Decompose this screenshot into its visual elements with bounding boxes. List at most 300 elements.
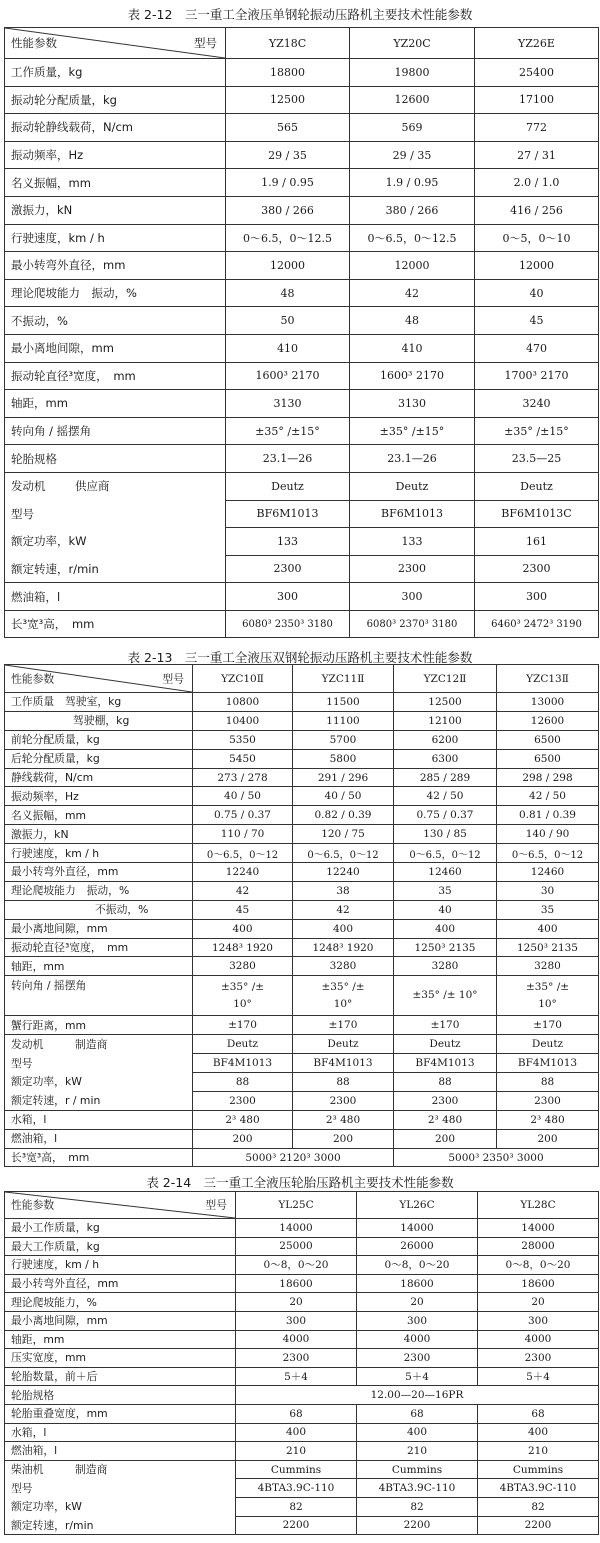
- cell: 40 / 50: [193, 787, 293, 806]
- row-label: 燃油箱，l: [5, 1129, 193, 1148]
- cell: 400: [236, 1423, 357, 1442]
- cell: ±170: [497, 1016, 599, 1035]
- model-header: YZ18C: [226, 28, 350, 59]
- cell: 285 / 289: [394, 768, 497, 787]
- cell: 5700: [293, 730, 394, 749]
- cell: 2300: [394, 1091, 497, 1110]
- engine-row: [5, 1035, 599, 1054]
- cell: 569: [350, 114, 475, 142]
- table-row: [5, 86, 599, 114]
- cell: 1248³ 1920: [193, 938, 293, 957]
- cell: 2300: [497, 1091, 599, 1110]
- engine-group-label: 发动机: [11, 479, 46, 494]
- table-row: [5, 583, 599, 611]
- cell: 11500: [293, 693, 394, 712]
- cell: 0～6.5，0～12.5: [350, 224, 475, 252]
- row-label: 振动频率，Hz: [5, 787, 193, 806]
- cell: 5350: [193, 730, 293, 749]
- table-row: [5, 1349, 599, 1368]
- cell: 1.9 / 0.95: [226, 169, 350, 197]
- row-label: 不振动，%: [5, 307, 226, 335]
- cell: 12600: [497, 711, 599, 730]
- cell: 38: [293, 881, 394, 900]
- row-label: 长³宽³高， mm: [5, 1148, 193, 1167]
- cell: 3280: [193, 957, 293, 976]
- cell: 1250³ 2135: [394, 938, 497, 957]
- cell: 4BTA3.9C-110: [357, 1479, 478, 1498]
- cell: 18600: [357, 1274, 478, 1293]
- row-label: 最小离地间隙，mm: [5, 1311, 236, 1330]
- cell: 40: [394, 900, 497, 919]
- row-label: 行驶速度，km / h: [5, 844, 193, 863]
- row-label: 振动轮分配质量，kg: [5, 86, 226, 114]
- cell: 1.9 / 0.95: [350, 169, 475, 197]
- row-label: 理论爬坡能力 振动，%: [5, 881, 193, 900]
- cell: 2200: [357, 1516, 478, 1535]
- cell: 14000: [478, 1219, 599, 1238]
- row-label: 额定转速，r / min: [5, 1091, 193, 1110]
- row-label: 转向角 / 摇摆角: [5, 976, 193, 1016]
- cell: 1250³ 2135: [497, 938, 599, 957]
- row-label: 名义振幅，mm: [5, 806, 193, 825]
- table-2-13-caption: 表 2-13 三一重工全液压双钢轮振动压路机主要技术性能参数: [127, 650, 473, 665]
- cell: Cummins: [478, 1460, 599, 1479]
- cell: 27 / 31: [475, 141, 599, 169]
- table-2-12: [4, 27, 599, 638]
- row-label: 轴距，mm: [5, 1330, 236, 1349]
- cell: 400: [357, 1423, 478, 1442]
- cell: 40: [475, 279, 599, 307]
- cell: 12.00—20—16PR: [236, 1386, 599, 1405]
- cell: 82: [478, 1497, 599, 1516]
- cell: 400: [193, 919, 293, 938]
- cell: 110 / 70: [193, 825, 293, 844]
- row-label: 轴距，mm: [5, 957, 193, 976]
- cell: 0.82 / 0.39: [293, 806, 394, 825]
- cell: 6460³ 2472³ 3190: [475, 610, 599, 638]
- cell: 380 / 266: [226, 196, 350, 224]
- cell: Deutz: [475, 472, 599, 500]
- cell: 45: [193, 900, 293, 919]
- cell: 298 / 298: [497, 768, 599, 787]
- engine-label-cell: [5, 1460, 236, 1479]
- cell: 42: [293, 900, 394, 919]
- cell: 5＋4: [236, 1367, 357, 1386]
- table-row: [5, 1016, 599, 1035]
- cell: 200: [394, 1129, 497, 1148]
- cell: 12240: [293, 863, 394, 882]
- row-label: 名义振幅，mm: [5, 169, 226, 197]
- cell: 17100: [475, 86, 599, 114]
- cell: 29 / 35: [350, 141, 475, 169]
- cell: 2³ 480: [293, 1110, 394, 1129]
- table-row: [5, 169, 599, 197]
- table-row: [5, 1293, 599, 1312]
- cell: 300: [226, 583, 350, 611]
- cell: 300: [350, 583, 475, 611]
- table-row: [5, 1148, 599, 1167]
- cell: 470: [475, 334, 599, 362]
- table-2-14-caption: 表 2-14 三一重工全液压轮胎压路机主要技术性能参数: [146, 1175, 454, 1190]
- cell: 12600: [350, 86, 475, 114]
- cell: 40 / 50: [293, 787, 394, 806]
- cell: 45: [475, 307, 599, 335]
- row-label: 额定功率，kW: [5, 1073, 193, 1092]
- cell: 210: [357, 1442, 478, 1461]
- table-2-13: [4, 664, 599, 1167]
- header-model-label: 型号: [162, 672, 184, 685]
- table-row: [5, 196, 599, 224]
- cell: 3280: [497, 957, 599, 976]
- table-row: [5, 279, 599, 307]
- table-row: [5, 1330, 599, 1349]
- cell: BF6M1013: [350, 500, 475, 528]
- cell: 200: [497, 1129, 599, 1148]
- cell: 1600³ 2170: [350, 362, 475, 390]
- row-label: 理论爬坡能力，%: [5, 1293, 236, 1312]
- cell: Cummins: [236, 1460, 357, 1479]
- cell: 416 / 256: [475, 196, 599, 224]
- table-row: [5, 976, 599, 1016]
- cell: Deutz: [193, 1035, 293, 1054]
- row-label: 额定转速，r/min: [5, 1516, 236, 1535]
- table-row: [5, 390, 599, 418]
- cell: 18600: [236, 1274, 357, 1293]
- engine-row: [5, 1091, 599, 1110]
- row-label: 理论爬坡能力 振动，%: [5, 279, 226, 307]
- cell: 140 / 90: [497, 825, 599, 844]
- cell: 291 / 296: [293, 768, 394, 787]
- cell: 400: [478, 1423, 599, 1442]
- engine-row: [5, 555, 599, 583]
- table-row: [5, 141, 599, 169]
- cell: 6080³ 2350³ 3180: [226, 610, 350, 638]
- table-row: [5, 224, 599, 252]
- cell: 0～6.5，0～12.5: [226, 224, 350, 252]
- table-row: [5, 1256, 599, 1275]
- model-header: YL28C: [478, 1192, 599, 1219]
- header-param-label: 性能参数: [11, 672, 55, 685]
- engine-row: [5, 1073, 599, 1092]
- table-row: [5, 711, 599, 730]
- cell: 12000: [475, 252, 599, 280]
- engine-row: [5, 1516, 599, 1535]
- cell: 88: [394, 1073, 497, 1092]
- table-row: [5, 1274, 599, 1293]
- cell: ±35° /± 10°: [394, 976, 497, 1016]
- table-row: [5, 1367, 599, 1386]
- cell: 133: [226, 528, 350, 556]
- header-model-label: 型号: [194, 36, 217, 50]
- cell: 68: [236, 1404, 357, 1423]
- row-label: 静线载荷，N/cm: [5, 768, 193, 787]
- cell: BF4M1013: [497, 1054, 599, 1073]
- cell: 48: [226, 279, 350, 307]
- cell: BF4M1013: [293, 1054, 394, 1073]
- cell: 133: [350, 528, 475, 556]
- cell: 11100: [293, 711, 394, 730]
- cell: 772: [475, 114, 599, 142]
- cell: 2300: [478, 1349, 599, 1368]
- cell: 200: [193, 1129, 293, 1148]
- table-row: [5, 806, 599, 825]
- cell: 2³ 480: [497, 1110, 599, 1129]
- model-header: YZ20C: [350, 28, 475, 59]
- row-label: 最小离地间隙，mm: [5, 334, 226, 362]
- table-row: [5, 768, 599, 787]
- row-label: 振动轮直径³宽度， mm: [5, 362, 226, 390]
- cell: 6500: [497, 749, 599, 768]
- cell: 14000: [357, 1219, 478, 1238]
- cell: 30: [497, 881, 599, 900]
- model-header: YL25C: [236, 1192, 357, 1219]
- cell: 42 / 50: [394, 787, 497, 806]
- row-label: 最小工作质量，kg: [5, 1219, 236, 1238]
- table-2-12-caption: 表 2-12 三一重工全液压单钢轮振动压路机主要技术性能参数: [127, 7, 473, 22]
- cell: 2300: [475, 555, 599, 583]
- table-row: [5, 334, 599, 362]
- row-label: 振动轮静线载荷，N/cm: [5, 114, 226, 142]
- row-label: 燃油箱，l: [5, 1442, 236, 1461]
- cell: 42 / 50: [497, 787, 599, 806]
- table-row: [5, 881, 599, 900]
- row-label: 转向角 / 摇摆角: [5, 417, 226, 445]
- cell: 5000³ 2350³ 3000: [394, 1148, 599, 1167]
- cell: 5＋4: [357, 1367, 478, 1386]
- engine-label-cell: [5, 1035, 193, 1054]
- table-row: [5, 1386, 599, 1405]
- table-2-14: [4, 1191, 599, 1535]
- cell: 10400: [193, 711, 293, 730]
- table-header-row: [5, 1192, 599, 1219]
- row-label: 额定功率，kW: [5, 528, 226, 556]
- row-label: 制造商: [75, 1037, 108, 1051]
- cell: 4BTA3.9C-110: [478, 1479, 599, 1498]
- cell: 300: [357, 1311, 478, 1330]
- cell: 2³ 480: [394, 1110, 497, 1129]
- table-row: [5, 693, 599, 712]
- cell: 23.5—25: [475, 445, 599, 473]
- table-row: [5, 1442, 599, 1461]
- row-label: 激振力，kN: [5, 825, 193, 844]
- row-label: 供应商: [75, 479, 110, 494]
- cell: ±35° /±15°: [475, 417, 599, 445]
- cell: Deutz: [226, 472, 350, 500]
- cell: 2³ 480: [193, 1110, 293, 1129]
- row-label: 最小转弯外直径，mm: [5, 252, 226, 280]
- cell: ±35° /± 10°: [293, 976, 394, 1016]
- table-row: [5, 1219, 599, 1238]
- cell: 23.1—26: [350, 445, 475, 473]
- cell: 3240: [475, 390, 599, 418]
- cell: 1700³ 2170: [475, 362, 599, 390]
- cell: 18600: [478, 1274, 599, 1293]
- table-row: [5, 1237, 599, 1256]
- cell: Deutz: [293, 1035, 394, 1054]
- cell: 25000: [236, 1237, 357, 1256]
- cell: 12460: [497, 863, 599, 882]
- table-row: [5, 417, 599, 445]
- row-label: 工作质量，kg: [5, 59, 226, 87]
- table-header-row: [5, 28, 599, 59]
- cell: 300: [475, 583, 599, 611]
- cell: 2300: [236, 1349, 357, 1368]
- table-row: [5, 1423, 599, 1442]
- row-label: 振动频率，Hz: [5, 141, 226, 169]
- cell: 29 / 35: [226, 141, 350, 169]
- row-label: 额定功率，kW: [5, 1497, 236, 1516]
- row-label: 工作质量 驾驶室，kg: [5, 693, 193, 712]
- cell: 88: [193, 1073, 293, 1092]
- row-label: 轮胎数量，前＋后: [5, 1367, 236, 1386]
- cell: 20: [236, 1293, 357, 1312]
- table-row: [5, 445, 599, 473]
- row-label: 最小转弯外直径，mm: [5, 1274, 236, 1293]
- cell: 19800: [350, 59, 475, 87]
- engine-row: [5, 1479, 599, 1498]
- cell: 130 / 85: [394, 825, 497, 844]
- cell: 18800: [226, 59, 350, 87]
- model-header: YZ26E: [475, 28, 599, 59]
- header-param-label: 性能参数: [11, 1198, 55, 1212]
- row-label: 制造商: [75, 1463, 108, 1477]
- cell: 42: [350, 279, 475, 307]
- cell: 20: [357, 1293, 478, 1312]
- cell: 25400: [475, 59, 599, 87]
- cell: 6500: [497, 730, 599, 749]
- cell: 0～8，0～20: [236, 1256, 357, 1275]
- diagonal-header-cell: [5, 28, 226, 59]
- cell: 12000: [226, 252, 350, 280]
- cell: 0.81 / 0.39: [497, 806, 599, 825]
- cell: 400: [293, 919, 394, 938]
- row-label: 燃油箱，l: [5, 583, 226, 611]
- cell: 88: [497, 1073, 599, 1092]
- cell: 68: [357, 1404, 478, 1423]
- cell: 50: [226, 307, 350, 335]
- diagonal-header-cell: [5, 665, 193, 693]
- cell: 2300: [293, 1091, 394, 1110]
- cell: 0～6.5，0～12: [193, 844, 293, 863]
- cell: 88: [293, 1073, 394, 1092]
- cell: 48: [350, 307, 475, 335]
- row-label: 压实宽度，mm: [5, 1349, 236, 1368]
- table-row: [5, 863, 599, 882]
- cell: BF6M1013: [226, 500, 350, 528]
- cell: 300: [236, 1311, 357, 1330]
- row-label: 额定转速，r/min: [5, 555, 226, 583]
- cell: ±35° /±15°: [350, 417, 475, 445]
- table-row: [5, 900, 599, 919]
- cell: 12500: [394, 693, 497, 712]
- cell: 380 / 266: [350, 196, 475, 224]
- cell: 26000: [357, 1237, 478, 1256]
- cell: 0.75 / 0.37: [394, 806, 497, 825]
- cell: 0～8，0～20: [357, 1256, 478, 1275]
- cell: 2300: [193, 1091, 293, 1110]
- model-header: YZC13Ⅱ: [497, 665, 599, 693]
- cell: 565: [226, 114, 350, 142]
- cell: 400: [497, 919, 599, 938]
- table-row: [5, 844, 599, 863]
- row-label: 型号: [5, 1479, 236, 1498]
- cell: 200: [293, 1129, 394, 1148]
- cell: 4000: [478, 1330, 599, 1349]
- cell: 4BTA3.9C-110: [236, 1479, 357, 1498]
- table-row: [5, 59, 599, 87]
- cell: 410: [226, 334, 350, 362]
- cell: 210: [236, 1442, 357, 1461]
- row-label: 长³宽³高， mm: [5, 610, 226, 638]
- cell: 5000³ 2120³ 3000: [193, 1148, 394, 1167]
- header-param-label: 性能参数: [11, 36, 57, 50]
- engine-group-label: 柴油机: [11, 1463, 44, 1477]
- row-label: 最大工作质量，kg: [5, 1237, 236, 1256]
- engine-row: [5, 528, 599, 556]
- cell: 5800: [293, 749, 394, 768]
- engine-row: [5, 1460, 599, 1479]
- row-label: 轮胎重叠宽度，mm: [5, 1404, 236, 1423]
- cell: 210: [478, 1442, 599, 1461]
- row-label: 轴距，mm: [5, 390, 226, 418]
- table-header-row: [5, 665, 599, 693]
- cell: 82: [236, 1497, 357, 1516]
- header-model-label: 型号: [205, 1198, 227, 1212]
- cell: 6080³ 2370³ 3180: [350, 610, 475, 638]
- cell: 10800: [193, 693, 293, 712]
- cell: 410: [350, 334, 475, 362]
- cell: 4000: [236, 1330, 357, 1349]
- cell: 20: [478, 1293, 599, 1312]
- cell: 2300: [226, 555, 350, 583]
- cell: 1248³ 1920: [293, 938, 394, 957]
- cell: 120 / 75: [293, 825, 394, 844]
- cell: ±170: [293, 1016, 394, 1035]
- cell: Deutz: [497, 1035, 599, 1054]
- row-label: 后轮分配质量，kg: [5, 749, 193, 768]
- model-header: YZC12Ⅱ: [394, 665, 497, 693]
- row-label: 最小转弯外直径，mm: [5, 863, 193, 882]
- row-label: 最小离地间隙，mm: [5, 919, 193, 938]
- engine-row: [5, 472, 599, 500]
- cell: 1600³ 2170: [226, 362, 350, 390]
- cell: BF4M1013: [394, 1054, 497, 1073]
- cell: 2300: [357, 1349, 478, 1368]
- model-header: YZC10Ⅱ: [193, 665, 293, 693]
- cell: 2200: [478, 1516, 599, 1535]
- cell: 161: [475, 528, 599, 556]
- table-row: [5, 307, 599, 335]
- cell: 13000: [497, 693, 599, 712]
- table-row: [5, 730, 599, 749]
- engine-row: [5, 500, 599, 528]
- cell: 2300: [350, 555, 475, 583]
- row-label: 前轮分配质量，kg: [5, 730, 193, 749]
- cell: 82: [357, 1497, 478, 1516]
- row-label: 振动轮直径³宽度， mm: [5, 938, 193, 957]
- cell: 5450: [193, 749, 293, 768]
- cell: 2.0 / 1.0: [475, 169, 599, 197]
- cell: 12000: [350, 252, 475, 280]
- row-label: 行驶速度，km / h: [5, 1256, 236, 1275]
- model-header: YZC11Ⅱ: [293, 665, 394, 693]
- table-row: [5, 938, 599, 957]
- row-label: 轮胎规格: [5, 445, 226, 473]
- table-row: [5, 787, 599, 806]
- cell: 12100: [394, 711, 497, 730]
- cell: ±35° /± 10°: [497, 976, 599, 1016]
- cell: 35: [497, 900, 599, 919]
